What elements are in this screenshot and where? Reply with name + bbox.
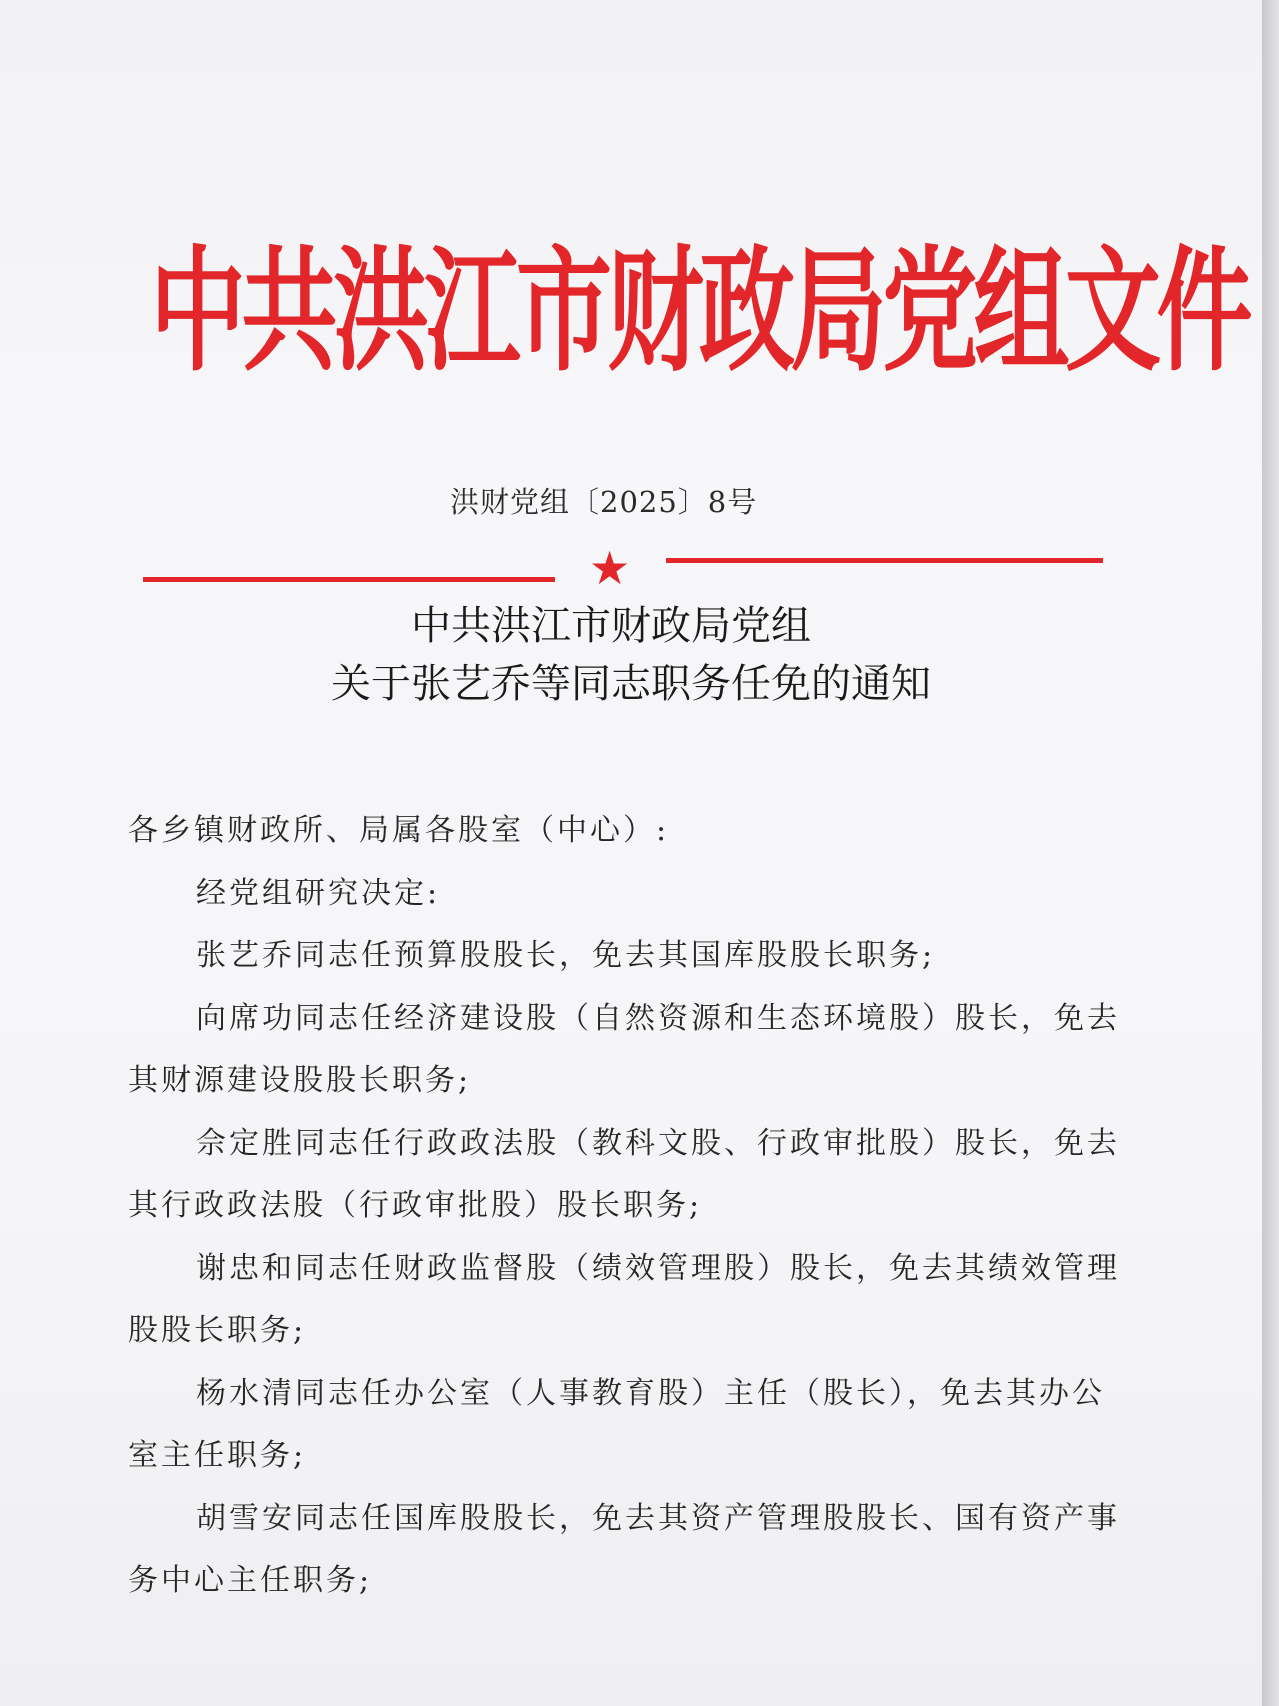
star-icon: ★ — [589, 541, 631, 595]
red-divider-right — [666, 558, 1103, 563]
page-edge-shadow — [1262, 0, 1279, 1706]
red-divider-left — [143, 577, 555, 582]
body-paragraph: 杨水清同志任办公室（人事教育股）主任（股长），免去其办公室主任职务; — [128, 1375, 1105, 1473]
addressee: 各乡镇财政所、局属各股室（中心）: — [128, 813, 670, 848]
body-paragraph: 佘定胜同志任行政政法股（教科文股、行政审批股）股长，免去其行政政法股（行政审批股）股长职务; — [128, 1125, 1120, 1223]
issuer-heading: 中共洪江市财政局党组文件 — [150, 232, 1249, 391]
body-paragraph: 向席功同志任经济建设股（自然资源和生态环境股）股长，免去其财源建设股股长职务; — [128, 1000, 1120, 1098]
body-paragraph: 经党组研究决定: — [196, 875, 441, 911]
title-line-2: 关于张艺乔等同志职务任免的通知 — [331, 661, 931, 707]
document-number: 洪财党组〔2025〕8号 — [450, 485, 758, 519]
body-paragraph: 谢忠和同志任财政监督股（绩效管理股）股长，免去其绩效管理股股长职务; — [128, 1250, 1120, 1348]
body-paragraph: 张艺乔同志任预算股股长，免去其国库股股长职务; — [196, 938, 936, 973]
body-paragraph: 胡雪安同志任国库股股长，免去其资产管理股股长、国有资产事务中心主任职务; — [128, 1500, 1120, 1598]
title-line-1: 中共洪江市财政局党组 — [411, 603, 811, 649]
document-body — [128, 800, 1128, 1613]
document-title — [0, 597, 1262, 713]
